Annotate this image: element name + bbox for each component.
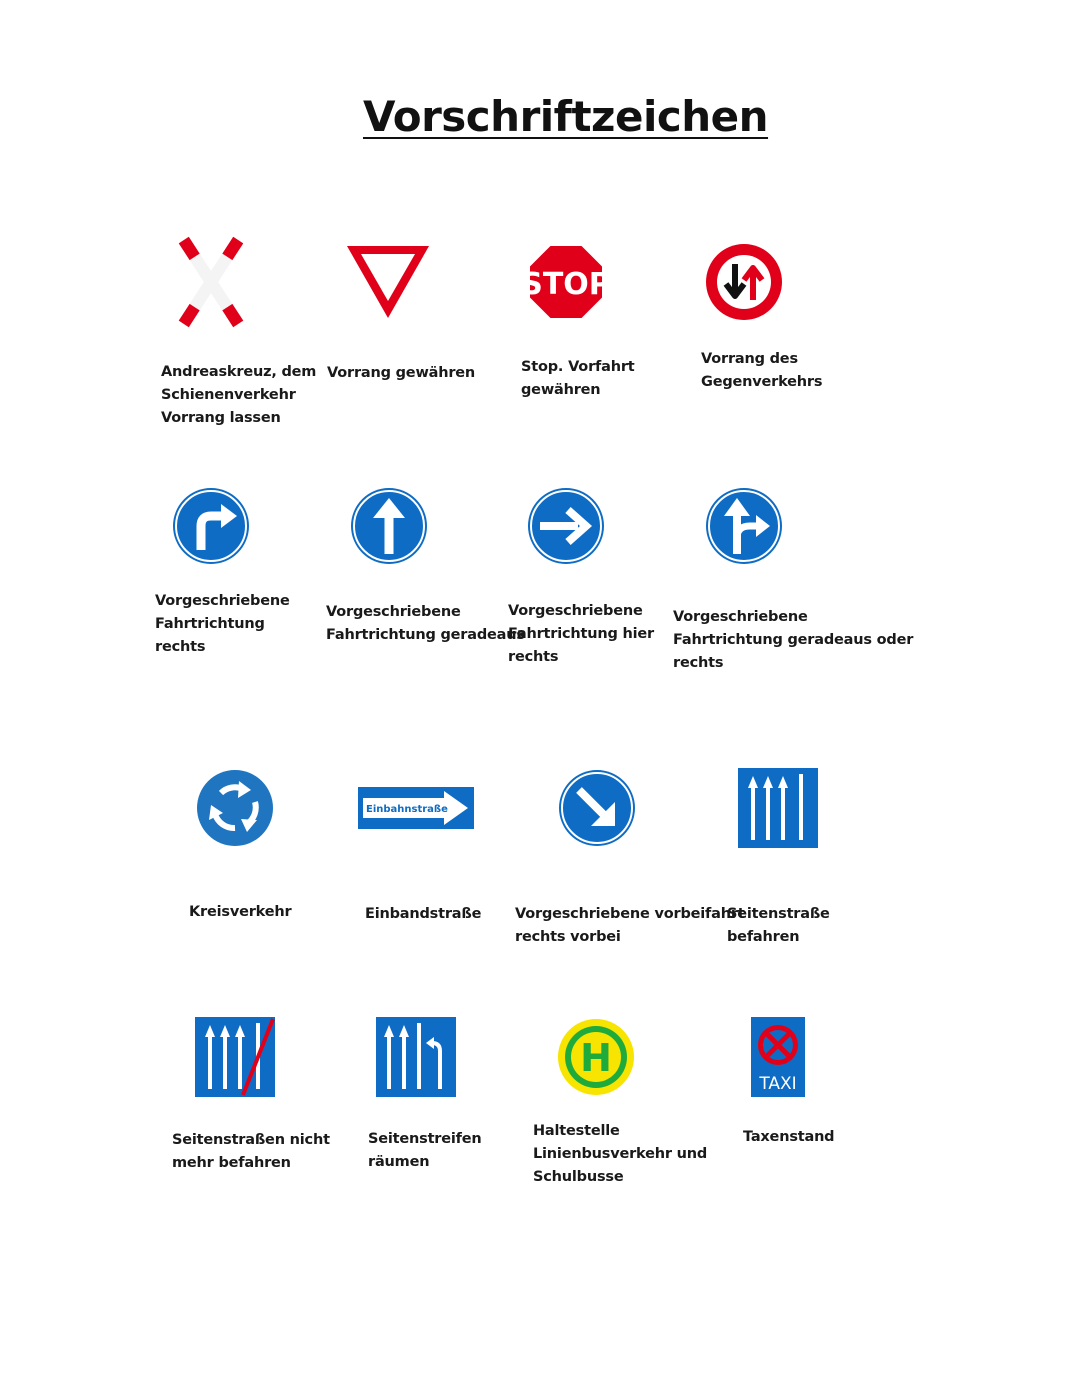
arrow-right-turn-icon [171, 486, 251, 566]
sign-label: Taxenstand [743, 1129, 835, 1145]
vorrang-gegenverkehr-icon [704, 242, 784, 322]
arrow-right-icon [526, 486, 606, 566]
sign-label: Andreaskreuz, dem Schienenverkehr Vorrang lassen [161, 364, 317, 426]
sign-label: Vorgeschriebene Fahrtrichtung geradeaus oder rechts [673, 609, 914, 671]
sign-label: Haltestelle Linienbusverkehr und Schulbusse [533, 1123, 708, 1185]
sign-label: Vorgeschriebene Fahrtrichtung geradeaus [326, 604, 525, 643]
sign-label: Seitenstraßen nicht mehr befahren [172, 1132, 330, 1171]
taxenstand-icon [751, 1017, 805, 1097]
vorrang-gewaehren-icon [343, 242, 433, 322]
sign-label: Vorrang gewähren [327, 365, 476, 381]
haltestelle-icon [556, 1017, 636, 1097]
sign-label: Seitenstreifen räumen [368, 1131, 482, 1170]
sign-label: Stop. Vorfahrt gewähren [521, 359, 635, 398]
vorbeifahrt-rechts-icon [557, 768, 637, 848]
arrow-straight-icon [349, 486, 429, 566]
einbahnstrasse-icon [358, 787, 474, 829]
andreaskreuz-icon [183, 240, 239, 324]
einbahnstrasse-sign-text: Einbahnstraße [366, 804, 448, 815]
page-title: Vorschriftzeichen [363, 92, 769, 141]
sign-label: Vorgeschriebene vorbeifahrt rechts vorbei [515, 906, 745, 945]
sign-label: Vorrang des Gegenverkehrs [701, 351, 823, 390]
stop-icon [521, 243, 611, 321]
sign-label: Seitenstraße befahren [727, 906, 830, 945]
sign-label: Vorgeschriebene Fahrtrichtung hier rechts [508, 603, 654, 665]
seitenstreifen-raeumen-icon [376, 1017, 456, 1097]
seitenstrasse-nicht-befahren-icon [195, 1017, 275, 1097]
sign-label: Vorgeschriebene Fahrtrichtung rechts [155, 593, 290, 655]
haltestelle-sign-text: H [580, 1036, 612, 1080]
arrow-straight-or-right-icon [704, 486, 784, 566]
sign-label: Einbandstraße [365, 906, 482, 922]
taxi-sign-text: TAXI [759, 1074, 797, 1094]
seitenstrasse-befahren-icon [738, 768, 818, 848]
sign-label: Kreisverkehr [189, 904, 292, 920]
kreisverkehr-icon [195, 768, 275, 848]
stop-sign-text: STOP [521, 267, 611, 302]
